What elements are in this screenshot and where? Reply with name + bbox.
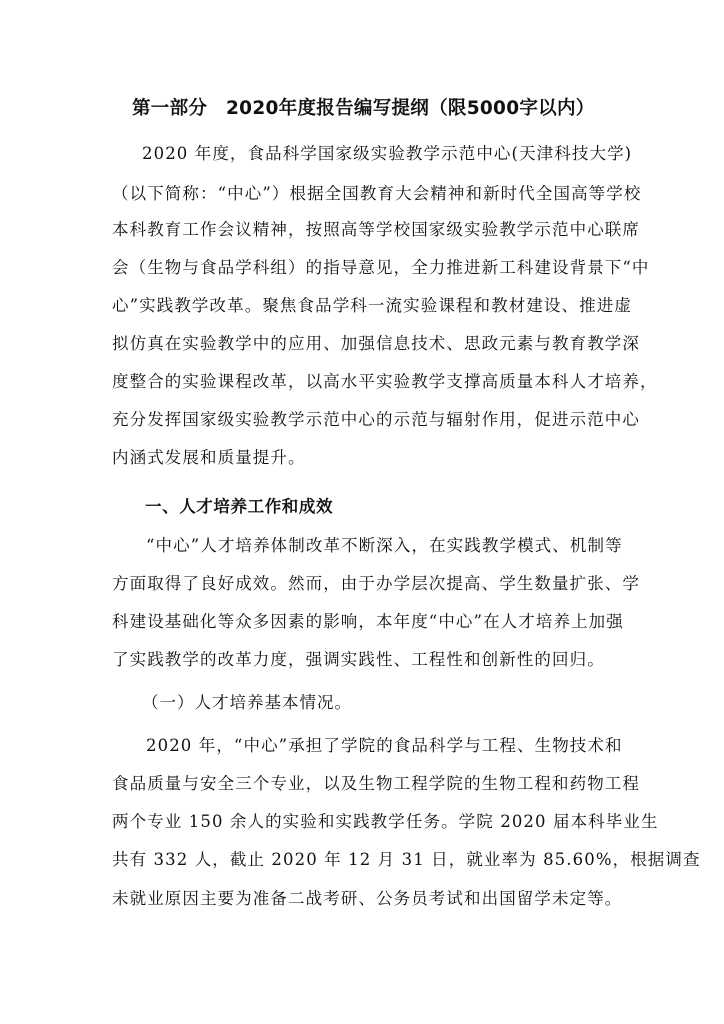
section-line-4: 了实践教学的改革力度，强调实践性、工程性和创新性的回归。 bbox=[112, 650, 605, 669]
section-heading: 一、人才培养工作和成效 bbox=[145, 497, 334, 516]
section-line-2: 方面取得了良好成效。然而，由于办学层次提高、学生数量扩张、学 bbox=[112, 574, 640, 593]
subsection-line-4: 共有 332 人，截止 2020 年 12 月 31 日，就业率为 85.60%，根据调查 bbox=[112, 850, 701, 869]
intro-line-4: 会（生物与食品学科组）的指导意见，全力推进新工科建设背景下“中 bbox=[112, 258, 650, 277]
intro-line-9: 内涵式发展和质量提升。 bbox=[112, 448, 306, 467]
subsection-heading: （一）人才培养基本情况。 bbox=[142, 693, 352, 712]
section-line-3: 科建设基础化等众多因素的影响，本年度“中心”在人才培养上加强 bbox=[112, 612, 624, 631]
intro-line-1: 2020 年度，食品科学国家级实验教学示范中心(天津科技大学) bbox=[142, 144, 633, 163]
subsection-line-3: 两个专业 150 余人的实验和实践教学任务。学院 2020 届本科毕业生 bbox=[112, 812, 659, 831]
intro-line-3: 本科教育工作会议精神，按照高等学校国家级实验教学示范中心联席 bbox=[112, 220, 640, 239]
intro-line-2: （以下简称：“中心”）根据全国教育大会精神和新时代全国高等学校 bbox=[112, 184, 642, 203]
section-line-1: “中心”人才培养体制改革不断深入，在实践教学模式、机制等 bbox=[146, 536, 623, 555]
intro-line-6: 拟仿真在实验教学中的应用、加强信息技术、思政元素与教育教学深 bbox=[112, 334, 640, 353]
intro-line-5: 心”实践教学改革。聚焦食品学科一流实验课程和教材建设、推进虚 bbox=[112, 296, 632, 315]
document-title: 第一部分 2020年度报告编写提纲（限5000字以内） bbox=[132, 98, 595, 119]
subsection-line-1: 2020 年，“中心”承担了学院的食品科学与工程、生物技术和 bbox=[146, 736, 623, 755]
intro-line-7: 度整合的实验课程改革，以高水平实验教学支撑高质量本科人才培养， bbox=[112, 372, 658, 391]
subsection-line-2: 食品质量与安全三个专业，以及生物工程学院的生物工程和药物工程 bbox=[112, 774, 640, 793]
intro-line-8: 充分发挥国家级实验教学示范中心的示范与辐射作用，促进示范中心 bbox=[112, 410, 640, 429]
subsection-line-5: 未就业原因主要为准备二战考研、公务员考试和出国留学未定等。 bbox=[112, 889, 623, 908]
